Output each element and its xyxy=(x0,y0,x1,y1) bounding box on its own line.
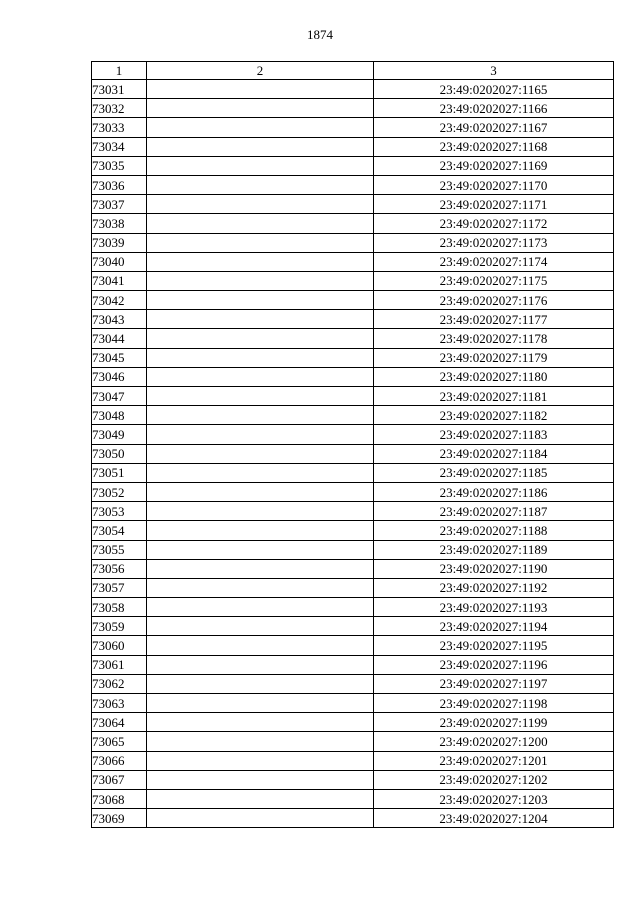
empty-cell xyxy=(147,444,374,463)
row-number-cell: 73045 xyxy=(92,348,147,367)
row-number-cell: 73068 xyxy=(92,789,147,808)
cadastral-number-cell: 23:49:0202027:1198 xyxy=(374,694,614,713)
cadastral-number-cell: 23:49:0202027:1187 xyxy=(374,502,614,521)
row-number-cell: 73058 xyxy=(92,598,147,617)
table-row xyxy=(92,770,614,789)
cadastral-number-cell: 23:49:0202027:1183 xyxy=(374,425,614,444)
empty-cell xyxy=(147,252,374,271)
row-number-cell: 73032 xyxy=(92,99,147,118)
row-number-cell: 73057 xyxy=(92,578,147,597)
cadastral-number-cell: 23:49:0202027:1179 xyxy=(374,348,614,367)
empty-cell xyxy=(147,348,374,367)
cadastral-number-cell: 23:49:0202027:1181 xyxy=(374,387,614,406)
empty-cell xyxy=(147,291,374,310)
empty-cell xyxy=(147,617,374,636)
table-row xyxy=(92,674,614,693)
cadastral-number-cell: 23:49:0202027:1165 xyxy=(374,80,614,99)
table-row xyxy=(92,463,614,482)
table-row xyxy=(92,348,614,367)
empty-cell xyxy=(147,137,374,156)
table-row xyxy=(92,156,614,175)
row-number-cell: 73038 xyxy=(92,214,147,233)
table-row xyxy=(92,809,614,828)
cadastral-number-cell: 23:49:0202027:1168 xyxy=(374,137,614,156)
row-number-cell: 73048 xyxy=(92,406,147,425)
cadastral-number-cell: 23:49:0202027:1166 xyxy=(374,99,614,118)
row-number-cell: 73055 xyxy=(92,540,147,559)
table-row xyxy=(92,732,614,751)
empty-cell xyxy=(147,156,374,175)
row-number-cell: 73059 xyxy=(92,617,147,636)
table-row xyxy=(92,559,614,578)
empty-cell xyxy=(147,118,374,137)
table-row xyxy=(92,310,614,329)
cadastral-number-cell: 23:49:0202027:1202 xyxy=(374,770,614,789)
table-row xyxy=(92,387,614,406)
empty-cell xyxy=(147,195,374,214)
row-number-cell: 73040 xyxy=(92,252,147,271)
empty-cell xyxy=(147,406,374,425)
empty-cell xyxy=(147,99,374,118)
empty-cell xyxy=(147,751,374,770)
cadastral-number-cell: 23:49:0202027:1172 xyxy=(374,214,614,233)
cadastral-number-cell: 23:49:0202027:1173 xyxy=(374,233,614,252)
table-row xyxy=(92,751,614,770)
empty-cell xyxy=(147,463,374,482)
table-row xyxy=(92,713,614,732)
table-row xyxy=(92,540,614,559)
cadastral-number-cell: 23:49:0202027:1189 xyxy=(374,540,614,559)
empty-cell xyxy=(147,214,374,233)
empty-cell xyxy=(147,175,374,194)
cadastral-number-cell: 23:49:0202027:1194 xyxy=(374,617,614,636)
row-number-cell: 73067 xyxy=(92,770,147,789)
table-row xyxy=(92,636,614,655)
empty-cell xyxy=(147,559,374,578)
row-number-cell: 73034 xyxy=(92,137,147,156)
row-number-cell: 73069 xyxy=(92,809,147,828)
cadastral-number-cell: 23:49:0202027:1186 xyxy=(374,482,614,501)
row-number-cell: 73062 xyxy=(92,674,147,693)
empty-cell xyxy=(147,694,374,713)
cadastral-number-cell: 23:49:0202027:1195 xyxy=(374,636,614,655)
table-body xyxy=(92,80,614,828)
empty-cell xyxy=(147,80,374,99)
cadastral-number-cell: 23:49:0202027:1174 xyxy=(374,252,614,271)
row-number-cell: 73061 xyxy=(92,655,147,674)
table-row xyxy=(92,118,614,137)
column-header-3: 3 xyxy=(374,62,614,80)
table-row xyxy=(92,617,614,636)
cadastral-number-cell: 23:49:0202027:1184 xyxy=(374,444,614,463)
empty-cell xyxy=(147,502,374,521)
table-row xyxy=(92,291,614,310)
row-number-cell: 73033 xyxy=(92,118,147,137)
table-row xyxy=(92,99,614,118)
table-row xyxy=(92,175,614,194)
empty-cell xyxy=(147,770,374,789)
table-row xyxy=(92,578,614,597)
empty-cell xyxy=(147,732,374,751)
row-number-cell: 73063 xyxy=(92,694,147,713)
table-row xyxy=(92,521,614,540)
cadastral-number-cell: 23:49:0202027:1190 xyxy=(374,559,614,578)
row-number-cell: 73052 xyxy=(92,482,147,501)
empty-cell xyxy=(147,271,374,290)
empty-cell xyxy=(147,809,374,828)
row-number-cell: 73051 xyxy=(92,463,147,482)
row-number-cell: 73064 xyxy=(92,713,147,732)
empty-cell xyxy=(147,674,374,693)
cadastral-number-cell: 23:49:0202027:1200 xyxy=(374,732,614,751)
cadastral-number-cell: 23:49:0202027:1197 xyxy=(374,674,614,693)
table-row xyxy=(92,195,614,214)
cadastral-number-cell: 23:49:0202027:1176 xyxy=(374,291,614,310)
empty-cell xyxy=(147,425,374,444)
cadastral-number-cell: 23:49:0202027:1196 xyxy=(374,655,614,674)
empty-cell xyxy=(147,636,374,655)
table-header xyxy=(92,62,614,80)
row-number-cell: 73039 xyxy=(92,233,147,252)
empty-cell xyxy=(147,387,374,406)
row-number-cell: 73036 xyxy=(92,175,147,194)
cadastral-number-cell: 23:49:0202027:1177 xyxy=(374,310,614,329)
empty-cell xyxy=(147,598,374,617)
row-number-cell: 73047 xyxy=(92,387,147,406)
row-number-cell: 73056 xyxy=(92,559,147,578)
cadastral-number-cell: 23:49:0202027:1178 xyxy=(374,329,614,348)
row-number-cell: 73053 xyxy=(92,502,147,521)
cadastral-number-cell: 23:49:0202027:1171 xyxy=(374,195,614,214)
table-row xyxy=(92,789,614,808)
empty-cell xyxy=(147,482,374,501)
row-number-cell: 73037 xyxy=(92,195,147,214)
cadastral-number-cell: 23:49:0202027:1203 xyxy=(374,789,614,808)
row-number-cell: 73041 xyxy=(92,271,147,290)
row-number-cell: 73043 xyxy=(92,310,147,329)
row-number-cell: 73042 xyxy=(92,291,147,310)
cadastral-number-cell: 23:49:0202027:1167 xyxy=(374,118,614,137)
cadastral-number-cell: 23:49:0202027:1180 xyxy=(374,367,614,386)
cadastral-number-cell: 23:49:0202027:1169 xyxy=(374,156,614,175)
row-number-cell: 73066 xyxy=(92,751,147,770)
table-row xyxy=(92,598,614,617)
cadastral-number-cell: 23:49:0202027:1192 xyxy=(374,578,614,597)
cadastral-number-cell: 23:49:0202027:1175 xyxy=(374,271,614,290)
table-row xyxy=(92,233,614,252)
table-row xyxy=(92,655,614,674)
empty-cell xyxy=(147,655,374,674)
table-row xyxy=(92,367,614,386)
table-row xyxy=(92,252,614,271)
row-number-cell: 73046 xyxy=(92,367,147,386)
row-number-cell: 73065 xyxy=(92,732,147,751)
cadastral-number-cell: 23:49:0202027:1188 xyxy=(374,521,614,540)
cadastral-number-cell: 23:49:0202027:1199 xyxy=(374,713,614,732)
table-row xyxy=(92,406,614,425)
cadastral-number-cell: 23:49:0202027:1185 xyxy=(374,463,614,482)
table-row xyxy=(92,137,614,156)
cadastral-number-cell: 23:49:0202027:1204 xyxy=(374,809,614,828)
empty-cell xyxy=(147,713,374,732)
table-row xyxy=(92,444,614,463)
empty-cell xyxy=(147,367,374,386)
registry-table xyxy=(91,61,614,828)
row-number-cell: 73049 xyxy=(92,425,147,444)
table-row xyxy=(92,214,614,233)
table-row xyxy=(92,80,614,99)
empty-cell xyxy=(147,310,374,329)
empty-cell xyxy=(147,521,374,540)
row-number-cell: 73044 xyxy=(92,329,147,348)
empty-cell xyxy=(147,329,374,348)
row-number-cell: 73035 xyxy=(92,156,147,175)
empty-cell xyxy=(147,578,374,597)
table-row xyxy=(92,329,614,348)
row-number-cell: 73031 xyxy=(92,80,147,99)
row-number-cell: 73060 xyxy=(92,636,147,655)
empty-cell xyxy=(147,540,374,559)
cadastral-number-cell: 23:49:0202027:1201 xyxy=(374,751,614,770)
cadastral-number-cell: 23:49:0202027:1193 xyxy=(374,598,614,617)
table-row xyxy=(92,694,614,713)
table-row xyxy=(92,482,614,501)
cadastral-number-cell: 23:49:0202027:1170 xyxy=(374,175,614,194)
column-header-1: 1 xyxy=(92,62,147,80)
cadastral-number-cell: 23:49:0202027:1182 xyxy=(374,406,614,425)
table-row xyxy=(92,425,614,444)
table-row xyxy=(92,271,614,290)
empty-cell xyxy=(147,789,374,808)
empty-cell xyxy=(147,233,374,252)
column-header-2: 2 xyxy=(147,62,374,80)
row-number-cell: 73054 xyxy=(92,521,147,540)
table-row xyxy=(92,502,614,521)
row-number-cell: 73050 xyxy=(92,444,147,463)
page-number: 1874 xyxy=(307,27,333,42)
header-row xyxy=(92,62,614,80)
